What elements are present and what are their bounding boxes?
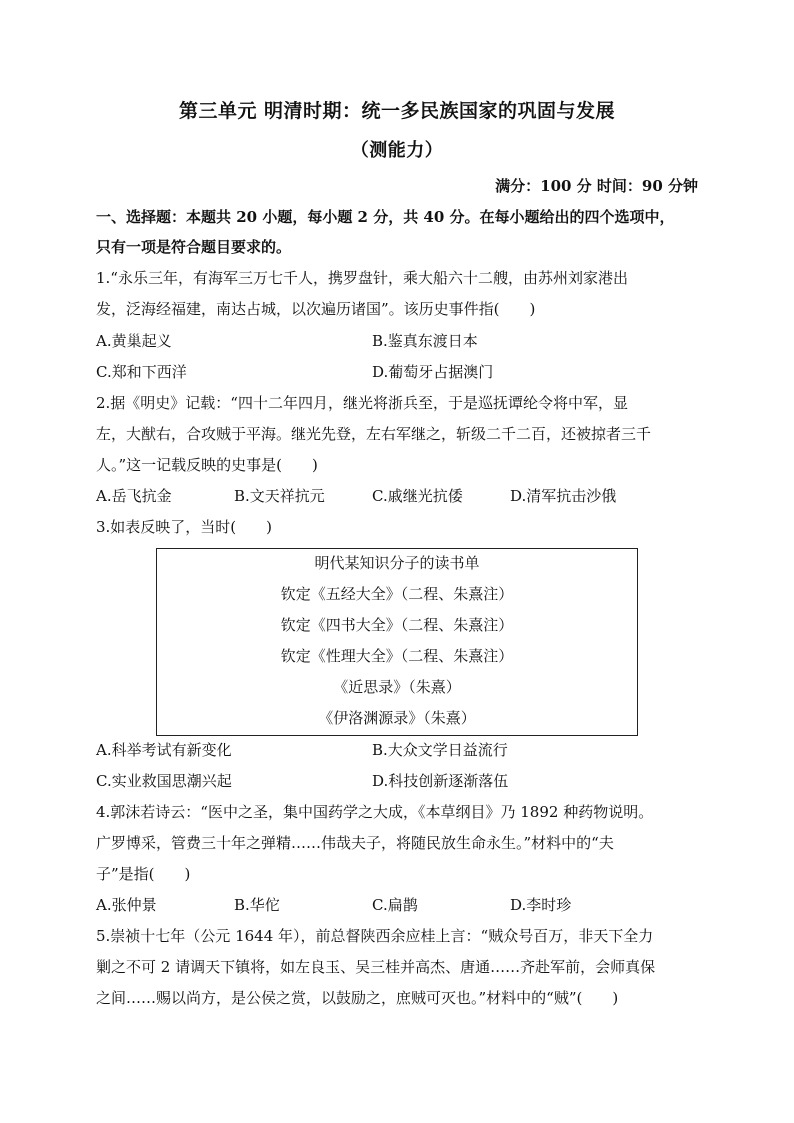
question-1-option-b: B.鉴真东渡日本 [372,332,478,350]
table-row: 钦定《五经大全》（二程、朱熹注） [280,585,514,603]
question-1-option-a: A.黄巢起义 [96,332,172,350]
question-2-line-2: 左，大猷右，合攻贼于平海。继光先登，左右军继之，斩级二千二百，还被掠者三千 [96,425,652,443]
question-4-option-a: A.张仲景 [96,896,157,914]
question-4-line-3: 子”是指( ) [96,865,191,883]
question-4-option-c: C.扁鹊 [372,896,418,914]
question-3-option-d: D.科技创新逐渐落伍 [372,772,509,790]
table-caption: 明代某知识分子的读书单 [314,554,480,572]
question-3-line-1: 3.如表反映了，当时( ) [96,518,273,536]
table-row: 《近思录》（朱熹） [333,678,461,696]
page-title: 第三单元 明清时期：统一多民族国家的巩固与发展 [178,100,616,122]
question-2-option-d: D.清军抗击沙俄 [510,487,617,505]
section-heading-line-2: 只有一项是符合题目要求的。 [96,238,292,256]
question-2-line-3: 人。”这一记载反映的史事是( ) [96,456,318,474]
question-4-option-d: D.李时珍 [510,896,572,914]
reading-list-table [156,548,638,736]
question-4-line-2: 广罗博采，管费三十年之弹精……伟哉夫子，将随民放生命永生。”材料中的“夫 [96,834,614,852]
question-2-option-c: C.戚继光抗倭 [372,487,463,505]
question-1-option-d: D.葡萄牙占据澳门 [372,363,494,381]
question-1-line-1: 1.“永乐三年，有海军三万七千人，携罗盘针，乘大船六十二艘，由苏州刘家港出 [96,269,628,287]
question-3-option-c: C.实业救国思潮兴起 [96,772,232,790]
question-1-line-2: 发，泛海经福建，南达占城，以次遍历诸国”。该历史事件指( ) [96,300,536,318]
page-subtitle: （测能力） [350,140,444,161]
question-5-line-3: 之间……赐以尚方，是公侯之赏，以鼓励之，庶贼可灭也。”材料中的“贼”( ) [96,989,619,1007]
question-4-option-b: B.华佗 [234,896,280,914]
section-heading-line-1: 一、选择题：本题共 20 小题，每小题 2 分，共 40 分。在每小题给出的四个选项中， [96,208,675,226]
exam-meta: 满分：100 分 时间：90 分钟 [495,177,698,195]
question-5-line-2: 剿之不可 2 请调天下镇将，如左良玉、吴三桂并高杰、唐通……齐赴军前，会师真保 [96,958,656,976]
question-2-option-a: A.岳飞抗金 [96,487,172,505]
question-5-line-1: 5.崇祯十七年（公元 1644 年），前总督陕西余应桂上言：“贼众号百万，非天下全力 [96,927,654,945]
question-2-option-b: B.文天祥抗元 [234,487,325,505]
question-4-line-1: 4.郭沫若诗云：“医中之圣，集中国药学之大成，《本草纲目》乃 1892 种药物说明。 [96,803,654,821]
table-row: 《伊洛渊源录》（朱熹） [318,709,476,727]
question-2-line-1: 2.据《明史》记载：“四十二年四月，继光将浙兵至，于是巡抚谭纶令将中军，显 [96,394,628,412]
table-row: 钦定《性理大全》（二程、朱熹注） [280,647,514,665]
table-row: 钦定《四书大全》（二程、朱熹注） [280,616,514,634]
question-3-option-b: B.大众文学日益流行 [372,741,508,759]
question-3-option-a: A.科举考试有新变化 [96,741,232,759]
question-1-option-c: C.郑和下西洋 [96,363,187,381]
